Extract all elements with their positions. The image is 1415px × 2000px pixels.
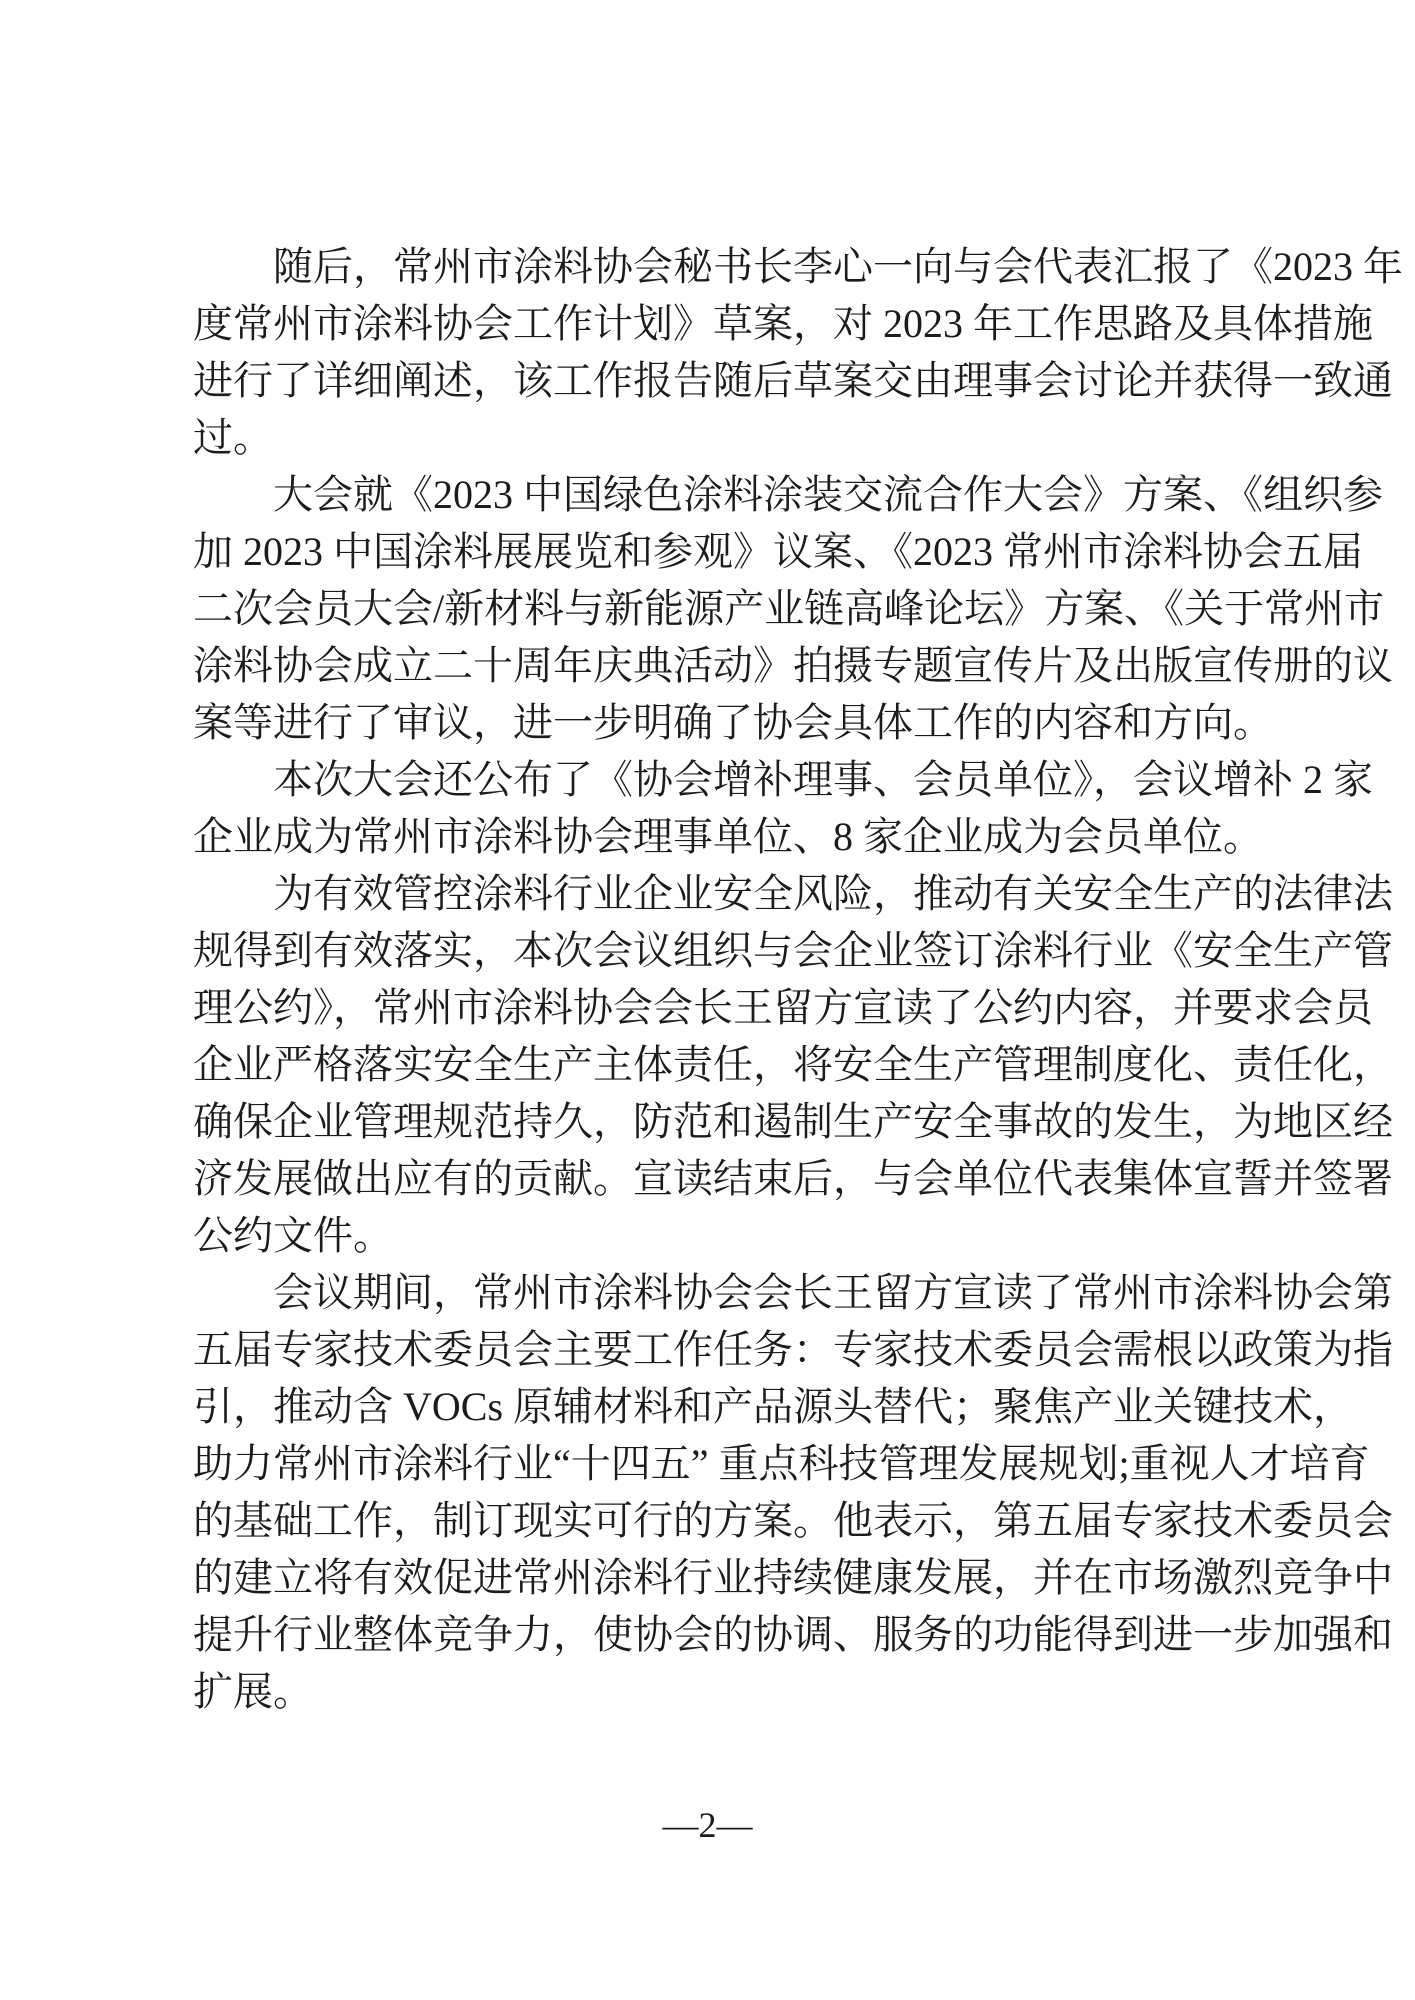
- paragraph: [193, 1264, 1393, 1720]
- text-line: 为有效管控涂料行业企业安全风险，推动有关安全生产的法律法: [273, 871, 1393, 916]
- text-line: 理公约》，常州市涂料协会会长王留方宣读了公约内容，并要求会员: [193, 985, 1373, 1030]
- text-line: 会议期间，常州市涂料协会会长王留方宣读了常州市涂料协会第: [273, 1270, 1393, 1315]
- text-line: 进行了详细阐述，该工作报告随后草案交由理事会讨论并获得一致通: [193, 358, 1393, 403]
- text-line: 规得到有效落实，本次会议组织与会企业签订涂料行业《安全生产管: [193, 928, 1393, 973]
- text-line: 本次大会还公布了《协会增补理事、会员单位》，会议增补 2 家: [273, 757, 1373, 802]
- text-line: 过。: [193, 415, 273, 460]
- text-line: 济发展做出应有的贡献。宣读结束后，与会单位代表集体宣誓并签署: [193, 1156, 1393, 1201]
- text-line: 引，推动含 VOCs 原辅材料和产品源头替代；聚焦产业关键技术，: [193, 1384, 1354, 1429]
- text-line: 的基础工作，制订现实可行的方案。他表示，第五届专家技术委员会: [193, 1498, 1393, 1543]
- text-line: 的建立将有效促进常州涂料行业持续健康发展，并在市场激烈竞争中: [193, 1555, 1393, 1600]
- paragraph: [193, 865, 1393, 1264]
- paragraph: [193, 466, 1393, 751]
- text-line: 大会就《2023 中国绿色涂料涂装交流合作大会》方案、《组织参: [273, 472, 1383, 517]
- text-line: 度常州市涂料协会工作计划》草案，对 2023 年工作思路及具体措施: [193, 301, 1373, 346]
- text-line: 企业严格落实安全生产主体责任，将安全生产管理制度化、责任化，: [193, 1042, 1393, 1087]
- text-line: 助力常州市涂料行业“十四五” 重点科技管理发展规划;重视人才培育: [193, 1441, 1370, 1486]
- paragraph: [193, 751, 1373, 865]
- text-line: 涂料协会成立二十周年庆典活动》拍摄专题宣传片及出版宣传册的议: [193, 643, 1393, 688]
- text-line: 企业成为常州市涂料协会理事单位、8 家企业成为会员单位。: [193, 814, 1263, 859]
- text-line: 案等进行了审议，进一步明确了协会具体工作的内容和方向。: [193, 700, 1273, 745]
- text-line: 五届专家技术委员会主要工作任务：专家技术委员会需根以政策为指: [193, 1327, 1393, 1372]
- text-line: 随后，常州市涂料协会秘书长李心一向与会代表汇报了《2023 年: [273, 244, 1403, 289]
- text-line: 提升行业整体竞争力，使协会的协调、服务的功能得到进一步加强和: [193, 1612, 1393, 1657]
- document-body: [193, 238, 1403, 1720]
- page-number: —2—: [662, 1805, 753, 1845]
- text-line: 确保企业管理规范持久，防范和遏制生产安全事故的发生，为地区经: [193, 1099, 1393, 1144]
- paragraph: [193, 238, 1403, 466]
- text-line: 扩展。: [193, 1669, 313, 1714]
- text-line: 二次会员大会/新材料与新能源产业链高峰论坛》方案、《关于常州市: [193, 586, 1385, 631]
- text-line: 加 2023 中国涂料展展览和参观》议案、《2023 常州市涂料协会五届: [193, 529, 1363, 574]
- text-line: 公约文件。: [193, 1213, 393, 1258]
